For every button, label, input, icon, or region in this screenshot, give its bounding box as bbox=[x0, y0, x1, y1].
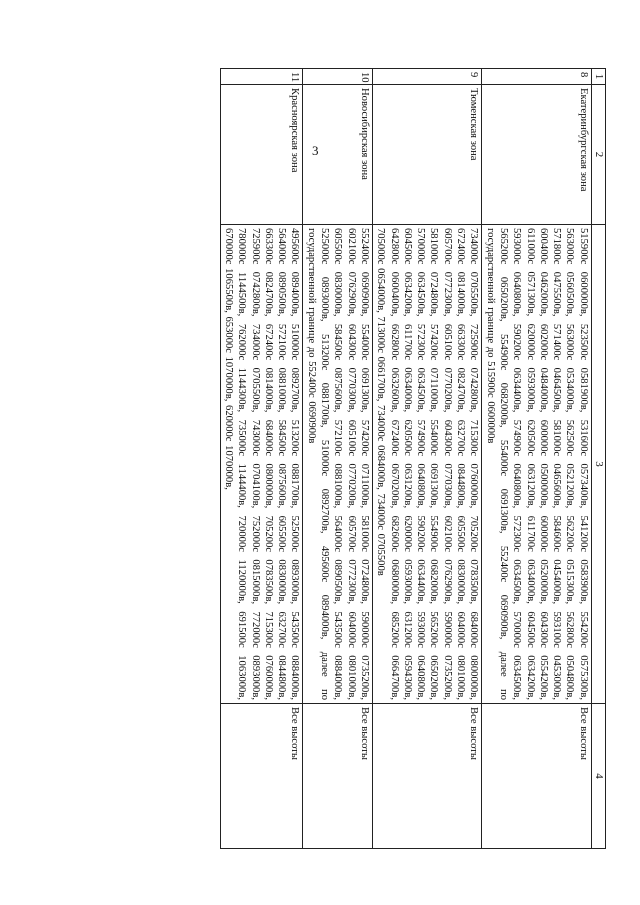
row-number: 9 bbox=[372, 69, 481, 85]
column-header-4: 4 bbox=[591, 704, 605, 849]
zone-coordinates: 515900с 0600000в, 523500с 0581900в, 531600с 0573400в, 541200с 0583900в, 554200с 0575300в, 563000с 0560500в, 563000с 0534000в, 562500с 0521200в, 562200с 0515300в, 562800с 0504800в, 571800с 0475500в, 571400с 0464500в, 581000с 0465600в, 584600с 0454000в, 593100с 0453000в, 600400с 0462000в, 602000с 0484000в, 600000с 0500000в, 600000с 0520000в, 604300с 0554200в, 611000с 0571300в, 620000с 0593000в, 620500с 0631200в, 611700с 0634000в, 604500с 0634200в, 593000с 0640800в, 590200с 0634400в, 574900с 0640800в, 572300с 0634500в, 570000с 0634500в, 565200с 0650200в, 554900с 0682000в, 554000с 0691300в, 552400с 0690900в, далее по государственной границе до 515900с 0600000в bbox=[482, 225, 591, 704]
column-header-2: 2 bbox=[591, 85, 605, 225]
rotated-table-container bbox=[86, 68, 606, 848]
zone-heights: Все высоты bbox=[372, 704, 481, 849]
zone-name: Новосибирская зона bbox=[303, 85, 372, 225]
row-number: 10 bbox=[303, 69, 372, 85]
column-header-3: 3 bbox=[591, 225, 605, 704]
page-number: 3 bbox=[312, 143, 319, 158]
zone-heights: Все высоты bbox=[303, 704, 372, 849]
zone-name: Екатеринбургская зона bbox=[482, 85, 591, 225]
row-number: 8 bbox=[482, 69, 591, 85]
header-row bbox=[591, 69, 605, 849]
zone-heights: Все высоты bbox=[220, 704, 303, 849]
row-number: 11 bbox=[220, 69, 303, 85]
zone-coordinates: 734000с 0705500в, 725900с 0742800в, 715300с 0760000в, 705200с 0783500в, 684000с 0800000в, 672400с 0814000в, 663300с 0824700в, 632700с 0844800в, 605500с 0830000в, 604000с 0801000в, 605700с 0772300в, 605100с 0770200в, 604300с 0770300в, 602100с 0762900в, 590000с 0735200в, 581000с 0724800в, 574200с 0711000в, 554000с 0691300в, 554900с 0682000в, 565200с 0650200в, 570000с 0634500в, 572300с 0634500в, 574900с 0640800в, 590200с 0634400в, 593000с 0640800в, 604500с 0634200в, 611700с 0634000в, 620500с 0631200в, 620000с 0593000в, 631200с 0594300в, 642800с 0600400в, 662800с 0632600в, 672400с 0670200в, 682600с 0680000в, 685200с 0664700в, 705000с 0654000в, 713000с 0661700в, 734000с 0684000в, 734000с 0705500в bbox=[372, 225, 481, 704]
table-row bbox=[372, 69, 481, 849]
zone-name: Красноярская зона bbox=[220, 85, 303, 225]
column-header-1: 1 bbox=[591, 69, 605, 85]
zone-coordinates: 552400с 0690900в, 554000с 0691300в, 574200с 0711000в, 581000с 0724800в, 590000с 0735200в, 602100с 0762900в, 604300с 0770300в, 605100с 0770200в, 605700с 0772300в, 604000с 0801000в, 605500с 0830000в, 584500с 0875600в, 572100с 0881000в, 564000с 0890500в, 543500с 0884000в, 525000с 0893000в, 513200с 0881700в, 510000с 0892700в, 495600с 0894000в, далее по государственной границе до 552400с 0690900в bbox=[303, 225, 372, 704]
zone-coordinates: 495600с 0894000в, 510000с 0892700в, 513200с 0881700в, 525000с 0893000в, 543500с 0884000в, 564000с 0890500в, 572100с 0881000в, 584500с 0875600в, 605500с 0830000в, 632700с 0844800в, 663300с 0824700в, 672400с 0814000в, 684000с 0800000в, 705200с 0783500в, 715300с 0760000в, 725900с 0742800в, 734000с 0705500в, 743000с 0704100в, 752000с 0815000в, 772000с 0893000в, 780000с 1144500в, 762000с 1144300в, 735000с 1144400в, 720000с 1120000в, 691500с 1063000в, 670000с 1065500в, 653000с 1070000в, 620000с 1070000в, bbox=[220, 225, 303, 704]
zones-table bbox=[220, 68, 606, 849]
zone-heights: Все высоты bbox=[482, 704, 591, 849]
table-row bbox=[303, 69, 372, 849]
zone-name: Тюменская зона bbox=[372, 85, 481, 225]
table-row bbox=[482, 69, 591, 849]
table-row bbox=[220, 69, 303, 849]
